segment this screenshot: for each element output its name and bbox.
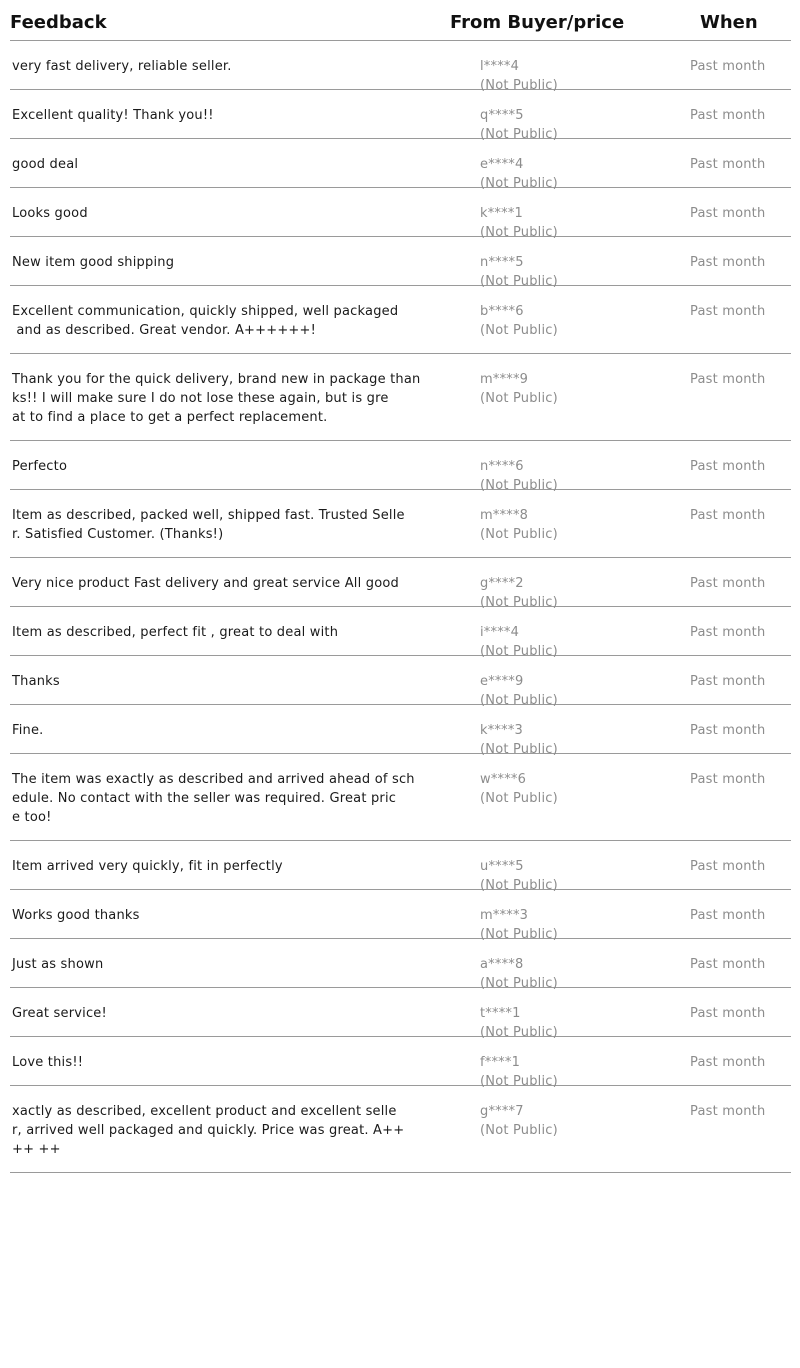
buyer-id: a****8	[480, 957, 524, 972]
table-row	[10, 1037, 791, 1089]
when-cell: Past month	[690, 957, 766, 972]
feedback-text: Item as described, perfect fit , great to deal with	[12, 625, 339, 640]
table-row	[10, 607, 791, 659]
when-cell: Past month	[690, 304, 766, 319]
buyer-privacy: (Not Public)	[480, 78, 558, 93]
when-cell: Past month	[690, 674, 766, 689]
feedback-text: Thanks	[12, 674, 60, 689]
when-cell: Past month	[690, 723, 766, 738]
buyer-cell	[480, 370, 558, 408]
buyer-id: m****9	[480, 372, 529, 387]
when-cell: Past month	[690, 206, 766, 221]
table-row	[10, 754, 791, 841]
buyer-privacy: (Not Public)	[480, 742, 558, 757]
table-row	[10, 890, 791, 942]
buyer-id: i****4	[480, 625, 520, 640]
when-cell: Past month	[690, 576, 766, 591]
buyer-id: w****6	[480, 772, 527, 787]
buyer-id: k****3	[480, 723, 523, 738]
buyer-privacy: (Not Public)	[480, 323, 558, 338]
table-row	[10, 237, 791, 289]
table-header	[10, 0, 791, 41]
table-row	[10, 1086, 791, 1173]
buyer-id: m****3	[480, 908, 529, 923]
buyer-id: g****7	[480, 1104, 524, 1119]
feedback-text: very fast delivery, reliable seller.	[12, 59, 232, 74]
feedback-text: Item as described, packed well, shipped fast. Trusted Selle r. Satisfied Customer. (Thanks!)	[12, 508, 405, 542]
feedback-text: Excellent communication, quickly shipped, well packaged and as described. Great vendor. A++++++!	[12, 304, 399, 338]
buyer-privacy: (Not Public)	[480, 927, 558, 942]
buyer-id: q****5	[480, 108, 524, 123]
buyer-id: l****4	[480, 59, 520, 74]
table-row	[10, 139, 791, 191]
buyer-privacy: (Not Public)	[480, 878, 558, 893]
buyer-id: u****5	[480, 859, 524, 874]
when-cell: Past month	[690, 255, 766, 270]
buyer-privacy: (Not Public)	[480, 127, 558, 142]
feedback-text: Love this!!	[12, 1055, 84, 1070]
when-cell: Past month	[690, 157, 766, 172]
buyer-privacy: (Not Public)	[480, 274, 558, 289]
buyer-privacy: (Not Public)	[480, 478, 558, 493]
table-row	[10, 188, 791, 240]
when-cell: Past month	[690, 108, 766, 123]
buyer-privacy: (Not Public)	[480, 595, 558, 610]
feedback-table	[10, 0, 791, 1173]
buyer-privacy: (Not Public)	[480, 644, 558, 659]
table-row	[10, 441, 791, 493]
table-row	[10, 354, 791, 441]
table-row	[10, 705, 791, 757]
buyer-id: n****5	[480, 255, 524, 270]
buyer-id: e****4	[480, 157, 524, 172]
when-cell: Past month	[690, 59, 766, 74]
when-cell: Past month	[690, 772, 766, 787]
feedback-text: Fine.	[12, 723, 44, 738]
when-cell: Past month	[690, 625, 766, 640]
buyer-cell	[480, 506, 558, 544]
feedback-text: Looks good	[12, 206, 88, 221]
table-row	[10, 90, 791, 142]
buyer-id: t****1	[480, 1006, 521, 1021]
buyer-cell	[480, 770, 558, 808]
feedback-text: Item arrived very quickly, fit in perfectly	[12, 859, 283, 874]
feedback-text: xactly as described, excellent product and excellent selle r, arrived well packaged and quickly. Price was great. A++ ++ ++	[12, 1104, 405, 1157]
feedback-text: Excellent quality! Thank you!!	[12, 108, 214, 123]
feedback-text: good deal	[12, 157, 79, 172]
table-row	[10, 558, 791, 610]
feedback-text: Great service!	[12, 1006, 107, 1021]
when-cell: Past month	[690, 1055, 766, 1070]
table-row	[10, 490, 791, 558]
table-row	[10, 286, 791, 354]
table-row	[10, 939, 791, 991]
buyer-privacy: (Not Public)	[480, 1074, 558, 1089]
buyer-id: f****1	[480, 1055, 521, 1070]
feedback-text: Perfecto	[12, 459, 68, 474]
buyer-column-header: From Buyer/price	[450, 12, 625, 33]
buyer-id: e****9	[480, 674, 524, 689]
buyer-privacy: (Not Public)	[480, 225, 558, 240]
buyer-privacy: (Not Public)	[480, 527, 558, 542]
when-cell: Past month	[690, 1104, 766, 1119]
when-cell: Past month	[690, 908, 766, 923]
when-cell: Past month	[690, 1006, 766, 1021]
buyer-cell	[480, 302, 558, 340]
buyer-id: b****6	[480, 304, 524, 319]
table-row	[10, 841, 791, 893]
buyer-privacy: (Not Public)	[480, 693, 558, 708]
buyer-privacy: (Not Public)	[480, 391, 558, 406]
buyer-cell	[480, 1102, 558, 1140]
buyer-privacy: (Not Public)	[480, 176, 558, 191]
table-row	[10, 988, 791, 1040]
when-cell: Past month	[690, 372, 766, 387]
feedback-text: Thank you for the quick delivery, brand new in package than ks!! I will make sure I do not lose these again, but is gre at to find a place to get a perfect replacement.	[12, 372, 421, 425]
feedback-text: Very nice product Fast delivery and great service All good	[12, 576, 399, 591]
table-row	[10, 41, 791, 93]
buyer-id: k****1	[480, 206, 523, 221]
buyer-id: g****2	[480, 576, 524, 591]
when-cell: Past month	[690, 459, 766, 474]
table-row	[10, 656, 791, 708]
buyer-privacy: (Not Public)	[480, 791, 558, 806]
when-cell: Past month	[690, 508, 766, 523]
feedback-column-header: Feedback	[10, 12, 107, 33]
buyer-id: n****6	[480, 459, 524, 474]
buyer-privacy: (Not Public)	[480, 976, 558, 991]
buyer-id: m****8	[480, 508, 529, 523]
feedback-text: The item was exactly as described and arrived ahead of sch edule. No contact with the seller was required. Great pric e too!	[12, 772, 415, 825]
when-column-header: When	[700, 12, 758, 33]
feedback-text: Just as shown	[12, 957, 104, 972]
feedback-text: Works good thanks	[12, 908, 140, 923]
buyer-privacy: (Not Public)	[480, 1025, 558, 1040]
feedback-text: New item good shipping	[12, 255, 175, 270]
buyer-privacy: (Not Public)	[480, 1123, 558, 1138]
when-cell: Past month	[690, 859, 766, 874]
